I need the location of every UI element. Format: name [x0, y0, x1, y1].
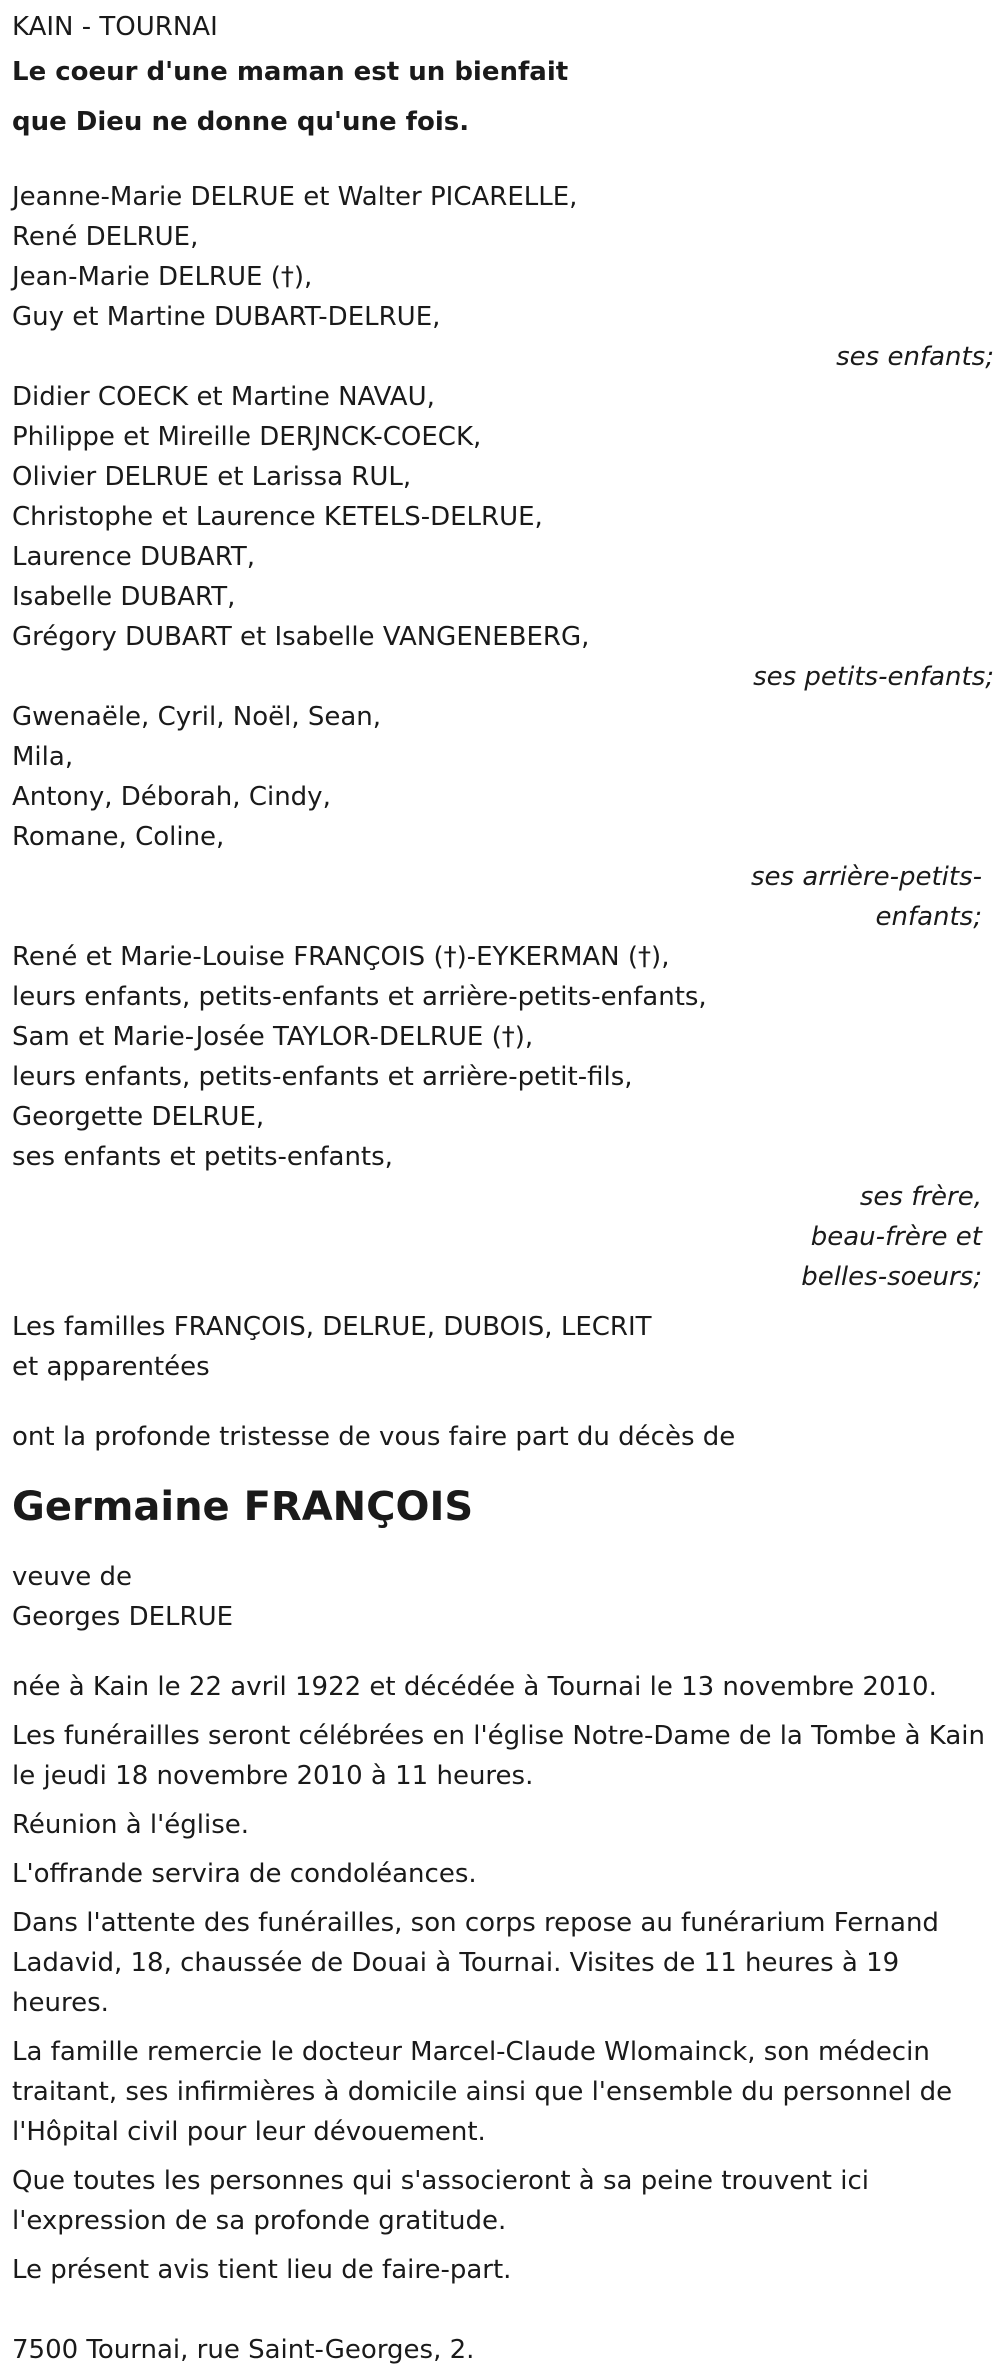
motto-line: que Dieu ne donne qu'une fois.: [12, 107, 470, 137]
families-line: Les familles FRANÇOIS, DELRUE, DUBOIS, LECRIT: [12, 1312, 652, 1342]
child-name: Jean-Marie DELRUE (†),: [12, 262, 313, 292]
grandchildren-group: [12, 377, 994, 697]
role-line: beau-frère et: [810, 1222, 982, 1252]
detail-paragraph: Que toutes les personnes qui s'associeront à sa peine trouvent ici l'expression de sa profonde gratitude.: [12, 2166, 869, 2236]
role-line: enfants;: [875, 902, 982, 932]
children-group: [12, 147, 994, 377]
great-grandchild-name: Gwenaële, Cyril, Noël, Sean,: [12, 702, 382, 732]
widow-line: veuve de: [12, 1562, 133, 1592]
widow-info: [12, 1557, 988, 1637]
role-line: ses frère,: [859, 1182, 982, 1212]
grandchild-name: Olivier DELRUE et Larissa RUL,: [12, 462, 412, 492]
role-line: ses arrière-petits-: [751, 862, 982, 892]
role-line: belles-soeurs;: [801, 1262, 982, 1292]
great-grandchild-name: Romane, Coline,: [12, 822, 225, 852]
children-role: ses enfants;: [836, 342, 994, 372]
sibling-name: Georgette DELRUE,: [12, 1102, 265, 1132]
child-name: Jeanne-Marie DELRUE et Walter PICARELLE,: [12, 182, 578, 212]
deceased-name: Germaine FRANÇOIS: [12, 1484, 474, 1530]
announcement-text: ont la profonde tristesse de vous faire part du décès de: [12, 1422, 736, 1452]
child-name: Guy et Martine DUBART-DELRUE,: [12, 302, 441, 332]
grandchild-name: Grégory DUBART et Isabelle VANGENEBERG,: [12, 622, 590, 652]
detail-paragraph: Réunion à l'église.: [12, 1810, 250, 1840]
great-grandchildren-group: [12, 697, 988, 937]
details-section: [12, 1667, 988, 2290]
grandchild-name: Isabelle DUBART,: [12, 582, 236, 612]
motto-line: Le coeur d'une maman est un bienfait: [12, 57, 569, 87]
sibling-name: ses enfants et petits-enfants,: [12, 1142, 393, 1172]
sibling-name: René et Marie-Louise FRANÇOIS (†)-EYKERMAN (†),: [12, 942, 670, 972]
widow-line: Georges DELRUE: [12, 1602, 234, 1632]
detail-paragraph: Le présent avis tient lieu de faire-part.: [12, 2255, 512, 2285]
grandchild-name: Didier COECK et Martine NAVAU,: [12, 382, 435, 412]
address: 7500 Tournai, rue Saint-Georges, 2.: [12, 2335, 475, 2365]
siblings-role: [728, 1177, 988, 1297]
child-name: René DELRUE,: [12, 222, 199, 252]
detail-paragraph: Les funérailles seront célébrées en l'église Notre-Dame de la Tombe à Kain le jeudi 18 novembre 2010 à 11 heures.: [12, 1721, 986, 1791]
grandchild-name: Christophe et Laurence KETELS-DELRUE,: [12, 502, 543, 532]
location-header: KAIN - TOURNAI: [12, 12, 218, 42]
families-group: [12, 1307, 988, 1387]
sibling-name: leurs enfants, petits-enfants et arrière-petit-fils,: [12, 1062, 633, 1092]
siblings-group: [12, 937, 988, 1297]
motto: [12, 47, 988, 147]
great-grandchild-name: Mila,: [12, 742, 74, 772]
great-grandchild-name: Antony, Déborah, Cindy,: [12, 782, 331, 812]
sibling-name: Sam et Marie-Josée TAYLOR-DELRUE (†),: [12, 1022, 534, 1052]
sibling-name: leurs enfants, petits-enfants et arrière-petits-enfants,: [12, 982, 707, 1012]
detail-paragraph: L'offrande servira de condoléances.: [12, 1859, 477, 1889]
grandchild-name: Philippe et Mireille DERJNCK-COECK,: [12, 422, 482, 452]
grandchildren-role: ses petits-enfants;: [753, 662, 994, 692]
detail-paragraph: La famille remercie le docteur Marcel-Claude Wlomainck, son médecin traitant, ses infirmières à domicile ainsi que l'ensemble du personnel de l'Hôpital civil pour leur dévouement.: [12, 2037, 953, 2147]
detail-paragraph: Dans l'attente des funérailles, son corps repose au funérarium Fernand Ladavid, 18, chaussée de Douai à Tournai. Visites de 11 heures à 19 heures.: [12, 1908, 939, 2018]
great-grandchildren-role: [728, 857, 988, 937]
grandchild-name: Laurence DUBART,: [12, 542, 256, 572]
detail-paragraph: née à Kain le 22 avril 1922 et décédée à Tournai le 13 novembre 2010.: [12, 1672, 937, 1702]
families-line: et apparentées: [12, 1352, 210, 1382]
